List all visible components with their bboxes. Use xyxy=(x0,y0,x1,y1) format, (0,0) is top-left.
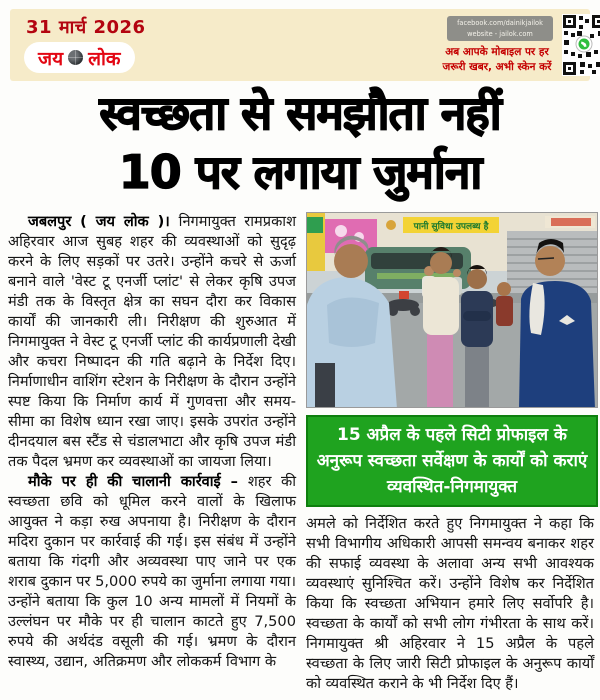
newspaper-logo xyxy=(24,42,135,73)
logo-text-left: जय xyxy=(38,47,64,70)
logo-text-right: लोक xyxy=(88,47,121,70)
headline-line2: 10 पर लगाया जुर्माना xyxy=(118,145,482,199)
facebook-url: facebook.com/dainikjailok xyxy=(457,19,543,27)
paragraph-2: मौके पर ही की चालानी कार्रवाई – शहर की स्वच्छता छवि को धूमिल करने वालों के खिलाफ आयुक्त ने कड़ा रुख अपनाया है। निरीक्षण के दौरान मदिरा दुकान पर कार्रवाई की गई। इस संबंध में उन्होंने बताया कि गंदगी और अव्यवस्था पाए जाने पर एक शराब दुकान पर 5,000 रुपये का जुर्माना लगाया गया। उन्होंने बताया कि कुल 10 अन्य मामलों में नियमों के उल्लंघन पर मौके पर ही चालान काटते हुए 7,500 रुपये की अर्थदंड वसूली की गई। भ्रमण के दौरान स्वास्थ्य, उद्यान, अतिक्रमण और लोककर्म विभाग के xyxy=(8,473,296,670)
photo-person-background xyxy=(496,282,513,326)
social-links-box xyxy=(447,16,553,41)
right-column xyxy=(306,212,594,694)
inline-subhead: मौके पर ही की चालानी कार्रवाई – xyxy=(28,473,248,490)
issue-date: 31 मार्च 2026 xyxy=(26,17,146,38)
masthead-bar xyxy=(10,9,590,81)
website-url: website - jailok.com xyxy=(467,30,533,38)
globe-icon xyxy=(68,50,83,65)
dateline-lead: जबलपुर ( जय लोक )। xyxy=(28,213,179,230)
article-body xyxy=(8,212,594,694)
qr-code-icon xyxy=(562,14,600,76)
headline xyxy=(0,84,600,202)
photo-caption-banner: 15 अप्रैल के पहले सिटी प्रोफाइल के अनुरूप स्वच्छता सर्वेक्षण के कार्यों को कराएं व्यवस्थित-निगमायुक्त xyxy=(306,415,598,507)
paragraph-1: जबलपुर ( जय लोक )। निगमायुक्त रामप्रकाश अहिरवार आज सुबह शहर की व्यवस्थाओं को सुदृढ़ करने के लिए सड़कों पर उतरे। उन्होंने कचरे से ऊर्जा बनाने वाले 'वेस्ट टू एनर्जी प्लांट' से लेकर कृषि उपज मंडी तक के विस्तृत क्षेत्र का सघन दौरा कर विकास कार्यों की जानकारी ली। निरीक्षण की शुरुआत में निगमायुक्त ने वेस्ट टू एनर्जी प्लांट की कार्यप्रणाली देखी और कचरा निष्पादन की गति बढ़ाने के निर्देश दिए। निर्माणाधीन वाशिंग स्टेशन के निरीक्षण के दौरान उन्होंने स्पष्ट किया कि निर्माण कार्य में गुणवत्ता और समय-सीमा का विशेष ध्यान रखा जाए। इसके उपरांत उन्होंने दीनदयाल बस स्टैंड से चंडालभाटा और कृषि उपज मंडी तक पैदल भ्रमण कर व्यवस्थाओं का जायजा लिया। xyxy=(8,213,296,470)
news-photo xyxy=(306,212,598,408)
street-inspection-photo xyxy=(307,213,598,408)
scan-promo-text: अब आपके मोबाइल पर हर जरूरी खबर, अभी स्केन करें xyxy=(442,46,552,73)
left-column xyxy=(8,212,296,694)
headline-line1: स्वच्छता से समझौता नहीं xyxy=(99,86,501,140)
photo-shop-banner-text: पानी सुविधा उपलब्ध है xyxy=(413,222,489,232)
paragraph-3: अमले को निर्देशित करते हुए निगमायुक्त ने कहा कि सभी विभागीय अधिकारी आपसी समन्वय बनाकर शहर की सफाई व्यवस्था के अलावा अन्य सभी आवश्यक व्यवस्थाएं सुनिश्चित करें। उन्होंने विशेष कर निर्देशित किया कि स्वच्छता अभियान हमारे लिए सर्वोपरि है। स्वच्छता के कार्यों को सभी लोग गंभीरता के साथ करें। निगमायुक्त श्री अहिरवार ने 15 अप्रैल के पहले स्वच्छता के लिए जारी सिटी प्रोफाइल के अनुरूप कार्यों को व्यवस्थित कराने के भी निर्देश दिए हैं। xyxy=(306,515,594,692)
